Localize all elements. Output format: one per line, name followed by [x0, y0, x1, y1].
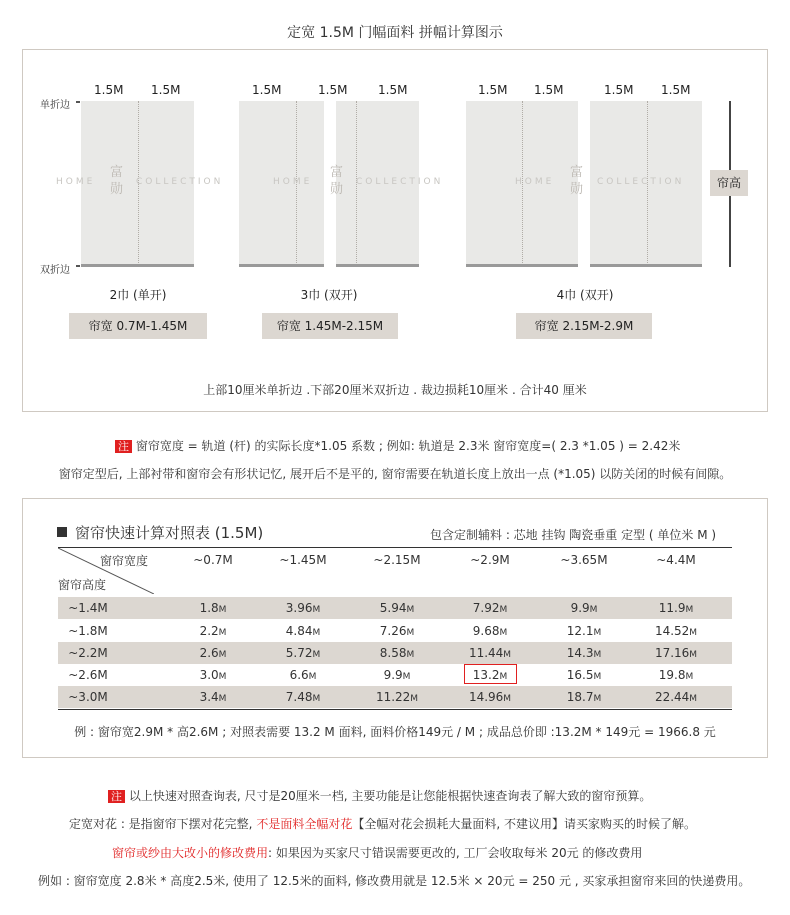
watermark-cn: 富勋 — [110, 165, 124, 197]
column-header: ~4.4M — [656, 553, 696, 567]
table-cell — [450, 620, 530, 642]
table-cell — [544, 664, 624, 686]
panel-width-label: 1.5M — [661, 83, 691, 97]
cell-value: 11.9 — [658, 601, 686, 615]
cell-unit: M — [689, 650, 698, 660]
cell-unit: M — [593, 650, 602, 660]
panel-width-label: 1.5M — [604, 83, 634, 97]
hem-bar — [239, 264, 324, 267]
cell-unit: M — [503, 694, 512, 704]
cell-value: 7.92 — [472, 601, 500, 615]
panel-width-label: 1.5M — [252, 83, 282, 97]
cell-unit: M — [406, 650, 415, 660]
table-cell — [636, 664, 716, 686]
cell-unit: M — [593, 628, 602, 638]
cell-value: 8.58 — [379, 646, 407, 660]
table-cell — [263, 642, 343, 664]
notes-line3-b: : 如果因为买家尺寸错误需要更改的, 工厂会收取每米 20元 的修改费用 — [268, 846, 643, 860]
watermark-en: COLLECTION — [356, 177, 444, 187]
corner-height-label: 窗帘高度 — [58, 578, 107, 592]
cell-unit: M — [312, 694, 321, 704]
cell-unit: M — [312, 628, 321, 638]
cell-unit: M — [406, 628, 415, 638]
cell-unit: M — [218, 605, 227, 615]
table-cell — [544, 620, 624, 642]
table-cell — [357, 642, 437, 664]
cell-unit: M — [685, 672, 694, 682]
table-top-rule — [58, 547, 732, 548]
watermark-en: HOME — [56, 177, 96, 187]
table-cell — [263, 620, 343, 642]
table-cell — [636, 597, 716, 619]
table-row — [58, 642, 732, 664]
fold-marker — [76, 101, 80, 103]
cell-unit: M — [406, 605, 415, 615]
hem-bar — [466, 264, 578, 267]
note-badge: 注 — [115, 440, 132, 453]
width-range: 帘宽 2.15M-2.9M — [516, 313, 652, 339]
single-fold-label: 单折边 — [40, 100, 70, 111]
row-height-label: ~1.8M — [68, 624, 108, 638]
table-cell — [357, 597, 437, 619]
watermark-en: HOME — [273, 177, 313, 187]
notes-line3-red: 窗帘或纱由大改小的修改费用 — [112, 846, 269, 860]
panel-width-label: 1.5M — [534, 83, 564, 97]
cell-value: 14.96 — [468, 690, 504, 704]
cell-unit: M — [499, 672, 508, 682]
cell-unit: M — [689, 694, 698, 704]
note1-line2: 窗帘定型后, 上部衬带和窗帘会有形状记忆, 展开后不是平的, 窗帘需要在轨道长度上放出一点 (*1.05) 以防关闭的时候有间隙。 — [58, 467, 732, 481]
cell-unit: M — [685, 605, 694, 615]
cell-unit: M — [499, 605, 508, 615]
table-bottom-rule — [58, 709, 732, 710]
cell-value: 2.6 — [199, 646, 219, 660]
hem-bar — [590, 264, 702, 267]
cell-unit: M — [589, 605, 598, 615]
note1-text: 窗帘宽度 = 轨道 (杆) 的实际长度*1.05 系数 ; 例如: 轨道是 2.3米 窗帘宽度=( 2.3 *1.05 ) = 2.42米 — [135, 439, 681, 453]
panel-width-label: 1.5M — [478, 83, 508, 97]
cell-unit: M — [312, 650, 321, 660]
height-label: 帘高 — [710, 170, 748, 196]
cell-value: 16.5 — [566, 668, 594, 682]
fold-marker — [76, 265, 80, 267]
table-cell — [263, 597, 343, 619]
cell-unit: M — [218, 628, 227, 638]
column-header: ~0.7M — [193, 553, 233, 567]
table-cell — [636, 620, 716, 642]
panel-width-label: 1.5M — [378, 83, 408, 97]
panel-count: 2巾 (单开) — [109, 288, 167, 302]
table-heading: 窗帘快速计算对照表 (1.5M) — [75, 524, 264, 542]
cell-value: 19.8 — [658, 668, 686, 682]
highlight-cell — [464, 664, 517, 684]
table-example: 例 : 窗帘宽2.9M * 高2.6M ; 对照表需要 13.2 M 面料, 面料价格149元 / M ; 成品总价即 :13.2M * 149元 = 1966.8 元 — [74, 725, 716, 739]
column-header: ~3.65M — [560, 553, 608, 567]
cell-unit: M — [218, 650, 227, 660]
table-cell — [636, 686, 716, 708]
cell-value: 3.0 — [199, 668, 219, 682]
double-fold-label: 双折边 — [40, 265, 70, 276]
notes-line2-a: 定宽对花 : 是指窗帘下摆对花完整, — [69, 817, 257, 831]
table-cell — [450, 597, 530, 619]
cell-value: 3.4 — [199, 690, 219, 704]
watermark-en: COLLECTION — [136, 177, 224, 187]
notes-line2-b: 【全幅对花会损耗大量面料, 不建议用】请买家购买的时候了解。 — [352, 817, 696, 831]
table-cell — [544, 686, 624, 708]
cell-value: 14.3 — [566, 646, 594, 660]
width-range: 帘宽 1.45M-2.15M — [262, 313, 398, 339]
notes-line2 — [69, 815, 696, 832]
column-header: ~2.9M — [470, 553, 510, 567]
table-cell — [357, 620, 437, 642]
panel-width-label: 1.5M — [151, 83, 181, 97]
width-range: 帘宽 0.7M-1.45M — [69, 313, 207, 339]
cell-value: 4.84 — [285, 624, 313, 638]
cell-value: 18.7 — [566, 690, 594, 704]
table-cell — [636, 642, 716, 664]
cell-value: 22.44 — [654, 690, 690, 704]
panel-count: 3巾 (双开) — [300, 288, 358, 302]
cell-value: 17.16 — [654, 646, 690, 660]
table-cell — [544, 642, 624, 664]
row-height-label: ~3.0M — [68, 690, 108, 704]
cell-value: 5.94 — [379, 601, 407, 615]
table-row — [58, 597, 732, 619]
notes-line3 — [112, 844, 642, 861]
cell-value: 13.2 — [472, 668, 500, 682]
cell-value: 11.22 — [375, 690, 411, 704]
cell-unit: M — [218, 694, 227, 704]
cell-unit: M — [410, 694, 419, 704]
diagram-footer: 上部10厘米单折边 .下部20厘米双折边 . 裁边损耗10厘米 . 合计40 厘米 — [203, 383, 587, 397]
cell-value: 1.8 — [199, 601, 219, 615]
column-header: ~1.45M — [279, 553, 327, 567]
watermark-en: HOME — [515, 177, 555, 187]
cell-value: 12.1 — [566, 624, 594, 638]
cell-value: 9.9 — [383, 668, 403, 682]
table-cell — [263, 686, 343, 708]
watermark-cn: 富勋 — [570, 165, 584, 197]
cell-value: 5.72 — [285, 646, 313, 660]
page-title: 定宽 1.5M 门幅面料 拼幅计算图示 — [287, 25, 503, 41]
table-cell — [173, 620, 253, 642]
row-height-label: ~2.6M — [68, 668, 108, 682]
table-cell — [450, 642, 530, 664]
panel-width-label: 1.5M — [94, 83, 124, 97]
table-cell — [173, 642, 253, 664]
cell-unit: M — [503, 650, 512, 660]
cell-unit: M — [593, 672, 602, 682]
cell-unit: M — [689, 628, 698, 638]
table-subheading: 包含定制辅料 : 芯地 挂钩 陶瓷垂重 定型 ( 单位米 M ) — [430, 528, 717, 542]
cell-unit: M — [218, 672, 227, 682]
table-row — [58, 664, 732, 686]
notes-line1 — [108, 787, 651, 804]
table-cell — [263, 664, 343, 686]
watermark-cn: 富勋 — [330, 165, 344, 197]
cell-value: 2.2 — [199, 624, 219, 638]
hem-bar — [81, 264, 194, 267]
table-cell — [357, 686, 437, 708]
cell-unit: M — [308, 672, 317, 682]
cell-unit: M — [312, 605, 321, 615]
cell-value: 3.96 — [285, 601, 313, 615]
hem-bar — [336, 264, 419, 267]
notes-line4: 例如 : 窗帘宽度 2.8米 * 高度2.5米, 使用了 12.5米的面料, 修改费用就是 12.5米 × 20元 = 250 元 , 买家承担窗帘来回的快递费用。 — [38, 874, 751, 888]
notes-line2-red: 不是面料全幅对花 — [256, 817, 353, 831]
table-cell — [544, 597, 624, 619]
cell-value: 6.6 — [289, 668, 309, 682]
heading-square-icon — [57, 527, 67, 537]
table-row — [58, 686, 732, 708]
cell-value: 7.48 — [285, 690, 313, 704]
note-badge: 注 — [108, 790, 125, 803]
watermark-en: COLLECTION — [597, 177, 685, 187]
corner-width-label: 窗帘宽度 — [100, 554, 149, 568]
table-cell — [173, 664, 253, 686]
cell-unit: M — [402, 672, 411, 682]
cell-value: 9.9 — [570, 601, 590, 615]
cell-value: 14.52 — [654, 624, 690, 638]
row-height-label: ~1.4M — [68, 601, 108, 615]
note1-line1 — [115, 437, 680, 454]
table-cell — [357, 664, 437, 686]
panel-count: 4巾 (双开) — [556, 288, 614, 302]
panel-width-label: 1.5M — [318, 83, 348, 97]
cell-unit: M — [593, 694, 602, 704]
cell-value: 9.68 — [472, 624, 500, 638]
row-height-label: ~2.2M — [68, 646, 108, 660]
cell-value: 7.26 — [379, 624, 407, 638]
table-cell — [173, 686, 253, 708]
table-row — [58, 620, 732, 642]
column-header: ~2.15M — [373, 553, 421, 567]
cell-value: 11.44 — [468, 646, 504, 660]
table-cell — [173, 597, 253, 619]
table-cell — [450, 686, 530, 708]
cell-unit: M — [499, 628, 508, 638]
notes-line1-text: 以上快速对照查询表, 尺寸是20厘米一档, 主要功能是让您能根据快速查询表了解大致的窗帘预算。 — [128, 789, 652, 803]
